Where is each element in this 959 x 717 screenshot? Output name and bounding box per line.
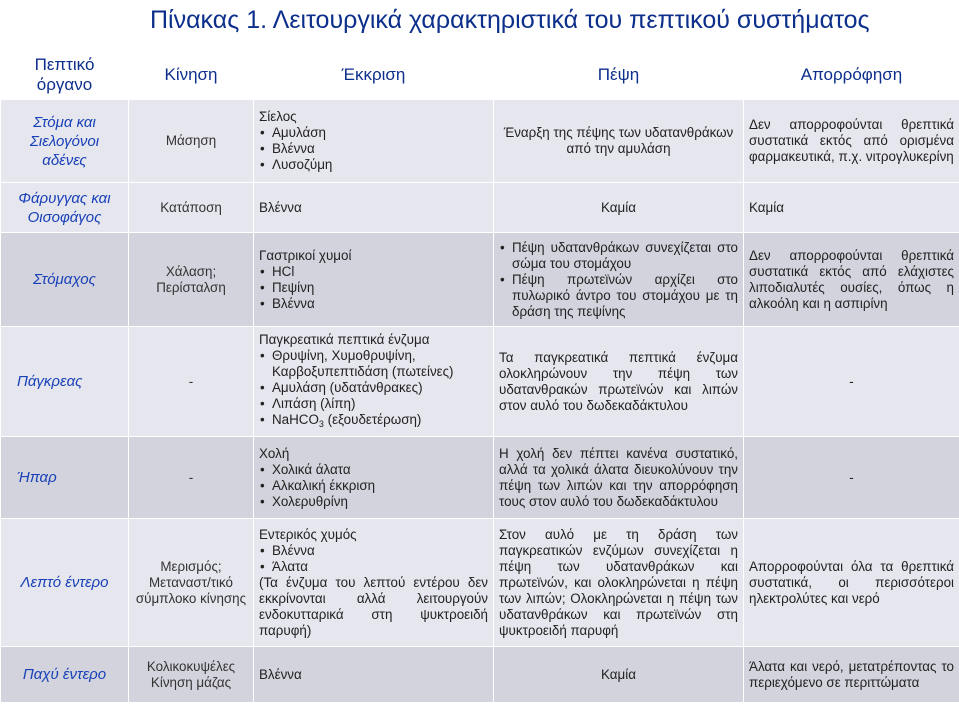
digestive-table (0, 50, 959, 703)
list-item: • Άλατα (259, 559, 488, 575)
secretion-pharynx: Βλέννα (254, 183, 494, 233)
secretion-pancreas (254, 327, 494, 437)
secretion-list (259, 462, 488, 510)
organ-pancreas: Πάγκρεας (1, 327, 129, 437)
list-item: • Αμυλάση (υδατάνθρακες) (259, 380, 488, 396)
digestion-mouth: Έναρξη της πέψης των υδατανθράκων από την αμυλάση (494, 100, 744, 183)
absorption-large-intestine: Άλατα και νερό, μετατρέποντας το περιεχόμενο σε περιττώματα (744, 647, 959, 703)
motion-pharynx: Κατάποση (129, 183, 254, 233)
digestion-pharynx: Καμία (494, 183, 744, 233)
motion-large-intestine: Κολικοκυψέλες Κίνηση μάζας (129, 647, 254, 703)
table-title: Πίνακας 1. Λειτουργικά χαρακτηριστικά του πεπτικού συστήματος (150, 6, 870, 34)
organ-stomach: Στόμαχος (1, 233, 129, 327)
table-row-liver (1, 437, 959, 519)
list-item: • Λυσοζύμη (259, 157, 488, 173)
list-item: • Πέψη πρωτεϊνών αρχίζει στο πυλωρικό άντρο του στομάχου με τη δράση της πεψίνης (499, 272, 738, 320)
digestion-pancreas: Τα παγκρεατικά πεπτικά ένζυμα ολοκληρώνουν την πέψη των υδατανθρακών πρωτεϊνών και λιπών στον αυλό του δωδεκαδάκτυλου (494, 327, 744, 437)
list-item: • HCl (259, 264, 488, 280)
secretion-mouth (254, 100, 494, 183)
nahco-formula: NaHCO (272, 411, 319, 427)
motion-pancreas: - (129, 327, 254, 437)
table-row-pancreas (1, 327, 959, 437)
secretion-title: Εντερικός χυμός (259, 526, 357, 542)
list-item: • Θρυψίνη, Χυμοθρυψίνη, Καρβοξυπεπτιδάση (πωτείνες) (259, 348, 488, 380)
secretion-small-intestine (254, 519, 494, 647)
table-row-large-intestine (1, 647, 959, 703)
table-row-small-intestine (1, 519, 959, 647)
header-secretion: Έκκριση (254, 51, 494, 100)
digestion-liver: Η χολή δεν πέπτει κανένα συστατικό, αλλά τα χολικά άλατα διευκολύνουν την πέψη των λιπών και την απορρόφηση τους στον αυλό του δωδεκαδάκτυλου (494, 437, 744, 519)
motion-stomach: Χάλαση; Περίσταλση (129, 233, 254, 327)
secretion-liver (254, 437, 494, 519)
secretion-list (259, 264, 488, 312)
organ-liver: Ήπαρ (1, 437, 129, 519)
digestion-large-intestine: Καμία (494, 647, 744, 703)
digestion-stomach (494, 233, 744, 327)
list-item: • Πεψίνη (259, 280, 488, 296)
table-row-mouth (1, 100, 959, 183)
absorption-stomach: Δεν απορροφούνται θρεπτικά συστατικά εκτός από ελάχιστες λιποδιαλυτές ουσίες, όπως η αλκοόλη και η ασπιρίνη (744, 233, 959, 327)
absorption-pancreas: - (744, 327, 959, 437)
secretion-stomach (254, 233, 494, 327)
organ-small-intestine: Λεπτό έντερο (1, 519, 129, 647)
table-row-pharynx (1, 183, 959, 233)
header-row (1, 51, 959, 100)
header-motion: Κίνηση (129, 51, 254, 100)
secretion-list (259, 543, 488, 575)
secretion-note: (Τα ένζυμα του λεπτού εντέρου δεν εκκρίνονται αλλά λειτουργούν ενδοκυτταρικά στη ψυκτροειδή παρυφή) (259, 574, 488, 638)
list-item: • Αλκαλική έκκριση (259, 478, 488, 494)
nahco-subscript: 3 (318, 418, 324, 429)
list-item-nahco3 (259, 412, 488, 432)
organ-large-intestine: Παχύ έντερο (1, 647, 129, 703)
header-digestion: Πέψη (494, 51, 744, 100)
secretion-large-intestine: Βλέννα (254, 647, 494, 703)
secretion-title: Παγκρεατικά πεπτικά ένζυμα (259, 331, 430, 347)
list-item: • Βλέννα (259, 543, 488, 559)
secretion-title: Σίελος (259, 109, 297, 124)
list-item: • Βλέννα (259, 141, 488, 157)
list-item: • Χολικά άλατα (259, 462, 488, 478)
digestion-small-intestine: Στον αυλό με τη δράση των παγκρεατικών ενζύμων συνεχίζεται η πέψη των υδατανθράκων και πρωτεϊνών, και ολοκληρώνεται η πέψη των λιπών; Ολοκληρώνεται η πέψη των υδατανθράκων και πρωτεϊνών στη ψυκτροειδή παρυφή (494, 519, 744, 647)
motion-mouth: Μάσηση (129, 100, 254, 183)
list-item: • Αμυλάση (259, 125, 488, 141)
organ-pharynx: Φάρυγγας και Οισοφάγος (1, 183, 129, 233)
motion-liver: - (129, 437, 254, 519)
list-item: • Χολερυθρίνη (259, 494, 488, 510)
header-organ: Πεπτικό όργανο (1, 51, 129, 100)
absorption-liver: - (744, 437, 959, 519)
list-item: • Βλέννα (259, 296, 488, 312)
header-absorption: Απορρόφηση (744, 51, 959, 100)
absorption-mouth: Δεν απορροφούνται θρεπτικά συστατικά εκτός από ορισμένα φαρμακευτικά, π.χ. νιτρογλυκερίνη (744, 100, 959, 183)
list-item: • Λιπάση (λίπη) (259, 396, 488, 412)
table-row-stomach (1, 233, 959, 327)
nahco-purpose: (εξουδετέρωση) (323, 411, 422, 427)
digestion-list (499, 240, 738, 320)
secretion-list (259, 125, 488, 173)
absorption-small-intestine: Απορροφούνται όλα τα θρεπτικά συστατικά, οι περισσότεροι ηλεκτρολύτες και νερό (744, 519, 959, 647)
motion-small-intestine: Μερισμός; Μεταναστ/τικό σύμπλοκο κίνησης (129, 519, 254, 647)
list-item: • Πέψη υδατανθράκων συνεχίζεται στο σώμα του στομάχου (499, 240, 738, 272)
organ-mouth: Στόμα και Σιελογόνοι αδένες (1, 100, 129, 183)
secretion-title: Γαστρικοί χυμοί (259, 247, 352, 263)
secretion-title: Χολή (259, 445, 290, 461)
absorption-pharynx: Καμία (744, 183, 959, 233)
secretion-list (259, 348, 488, 432)
